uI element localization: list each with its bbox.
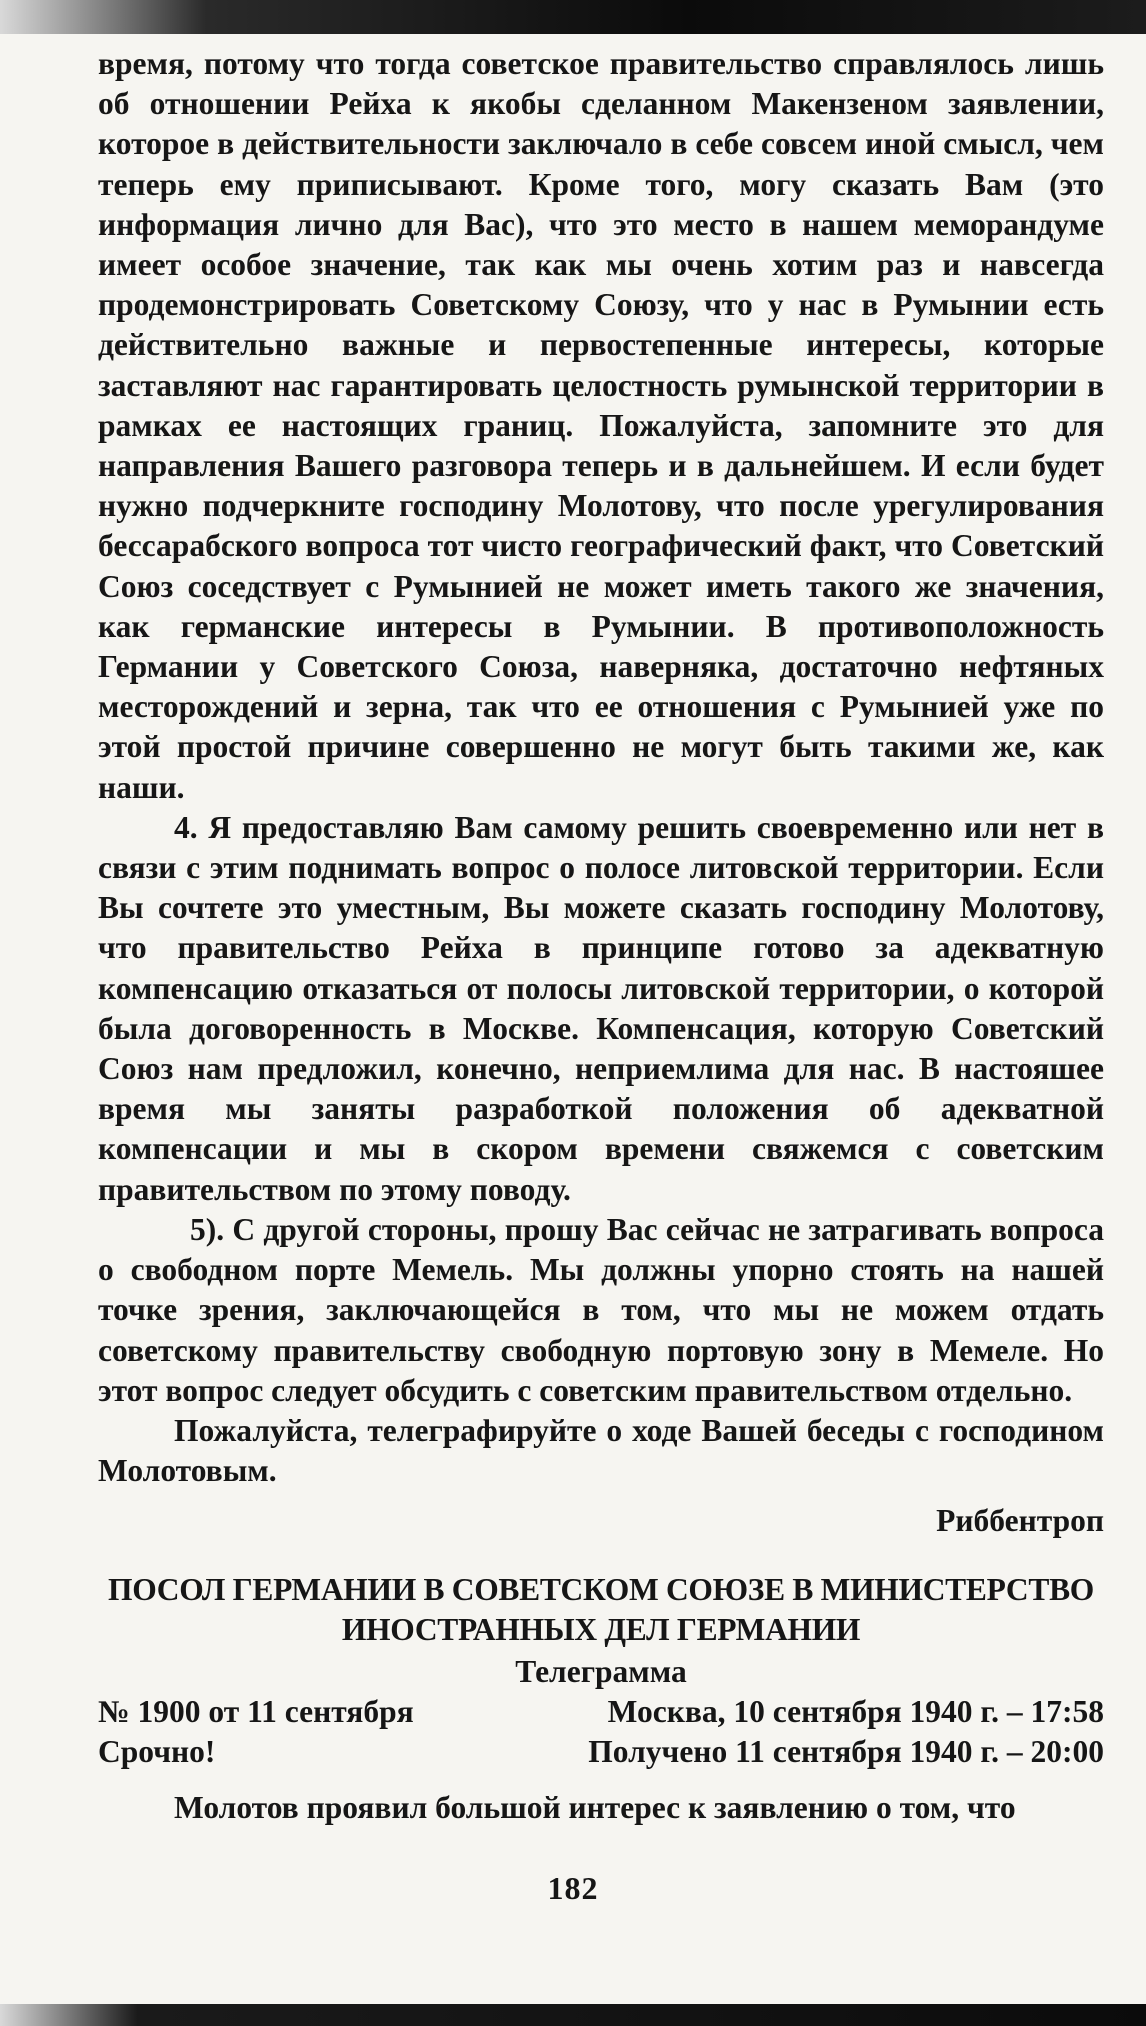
heading-line-2: ИНОСТРАННЫХ ДЕЛ ГЕРМАНИИ: [341, 1611, 861, 1647]
scan-edge-bottom: [0, 2004, 1146, 2026]
paragraph-telegram-start: Молотов проявил большой интерес к заявлению о том, что: [174, 1790, 1016, 1826]
telegram-number: № 1900 от 11 сентября: [98, 1693, 414, 1729]
document-page: [98, 44, 1104, 1828]
page-number: 182: [547, 1870, 599, 1906]
heading-line-1: ПОСОЛ ГЕРМАНИИ В СОВЕТСКОМ СОЮЗЕ В МИНИСТЕРСТВО: [108, 1571, 1094, 1607]
scan-edge-top: [0, 0, 1146, 34]
document-type: Телеграмма: [515, 1653, 687, 1689]
signature: Риббентроп: [936, 1503, 1104, 1539]
paragraph-closing: Пожалуйста, телеграфируйте о ходе Вашей беседы с господином Молотовым.: [98, 1412, 1104, 1489]
document-heading: [98, 1570, 1104, 1650]
telegram-meta-row-2: [98, 1732, 1104, 1772]
telegram-priority: Срочно!: [98, 1733, 216, 1769]
paragraph-continuation: время, потому что тогда советское правительство справлялось лишь об отношении Рейха к якобы сделанном Макензеном заявлении, которое в действительности заключало в себе совсем иной смысл, чем теперь ему приписывают. Кроме того, могу сказать Вам (это информация лично для Вас), что это место в нашем меморандуме имеет особое значение, так как мы очень хотим раз и навсегда продемонстрировать Советскому Союзу, что у нас в Румынии есть действительно важные и первостепенные интересы, которые заставляют нас гарантировать целостность румынской территории в рамках ее настоящих границ. Пожалуйста, запомните это для направления Вашего разговора теперь и в дальнейшем. И если будет нужно подчеркните господину Молотову, что после урегулирования бессарабского вопроса тот чисто географический факт, что Советский Союз соседствует с Румынией не может иметь такого же значения, как германские интересы в Румынии. В противоположность Германии у Советского Союза, наверняка, достаточно нефтяных месторождений и зерна, так что ее отношения с Румынией уже по этой простой причине совершенно не могут быть такими же, как наши.: [98, 46, 1104, 805]
telegram-received: Получено 11 сентября 1940 г. – 20:00: [588, 1733, 1104, 1769]
paragraph-point-4: 4. Я предоставляю Вам самому решить своевременно или нет в связи с этим поднимать вопрос о полосе литовской территории. Если Вы сочтете это уместным, Вы можете сказать господину Молотову, что правительство Рейха в принципе готово за адекватную компенсацию отказаться от полосы литовской территории, о которой была договоренность в Москве. Компенсация, которую Советский Союз нам предложил, конечно, неприемлима для нас. В настояшее время мы заняты разработкой положения об адекватной компенсации и мы в скором времени свяжемся с советским правительством по этому поводу.: [98, 809, 1104, 1207]
telegram-meta-row-1: [98, 1692, 1104, 1732]
telegram-sent: Москва, 10 сентября 1940 г. – 17:58: [607, 1693, 1104, 1729]
paragraph-point-5: 5). С другой стороны, прошу Вас сейчас не затрагивать вопроса о свободном порте Мемель. Мы должны упорно стоять на нашей точке зрения, заключающейся в том, что мы не можем отдать советскому правительству свободную портовую зону в Мемеле. Но этот вопрос следует обсудить с советским правительством отдельно.: [98, 1211, 1104, 1408]
